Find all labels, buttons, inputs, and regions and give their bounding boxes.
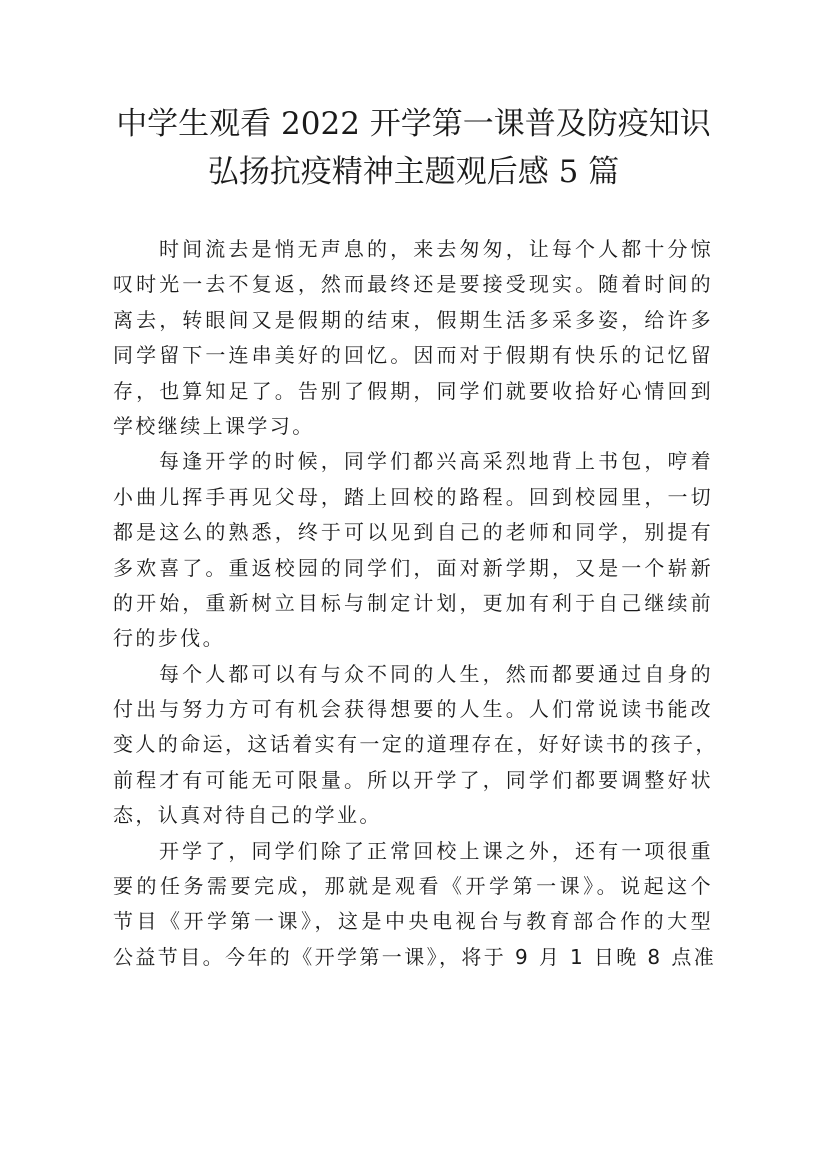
paragraph-line: 变人的命运，这话着实有一定的道理存在，好好读书的孩子， — [113, 732, 718, 757]
title-line-2: 弘扬抗疫精神主题观后感 5 篇 — [207, 154, 620, 190]
title-line-1: 中学生观看 2022 开学第一课普及防疫知识 — [116, 106, 711, 142]
paragraph-2 — [113, 444, 713, 656]
paragraph-line: 每个人都可以有与众不同的人生，然而都要通过自身的 — [159, 661, 713, 686]
paragraph-line: 要的任务需要完成，那就是观看《开学第一课》。说起这个 — [113, 874, 713, 899]
paragraph-line: 学校继续上课学习。 — [113, 413, 315, 438]
paragraph-4 — [113, 834, 717, 976]
paragraph-line: 节目《开学第一课》，这是中央电视台与教育部合作的大型 — [113, 909, 713, 934]
paragraph-line: 时间流去是悄无声息的，来去匆匆，让每个人都十分惊 — [159, 237, 713, 261]
paragraph-line: 态，认真对待自己的学业。 — [113, 803, 382, 828]
paragraph-line: 离去，转眼间又是假期的结束，假期生活多采多姿，给许多 — [113, 307, 713, 332]
paragraph-line: 都是这么的熟悉，终于可以见到自己的老师和同学，别提有 — [113, 520, 713, 545]
paragraph-1 — [113, 232, 713, 444]
paragraph-line: 开学了，同学们除了正常回校上课之外，还有一项很重 — [159, 838, 713, 863]
paragraph-3 — [113, 657, 718, 834]
paragraph-line: 前程才有可能无可限量。所以开学了，同学们都要调整好状 — [113, 767, 713, 792]
paragraph-line: 公益节目。今年的《开学第一课》，将于 9 月 1 日晚 8 点准 — [113, 944, 717, 969]
paragraph-line: 付出与努力方可有机会获得想要的人生。人们常说读书能改 — [113, 697, 713, 722]
paragraph-line: 每逢开学的时候，同学们都兴高采烈地背上书包，哼着 — [159, 449, 713, 474]
paragraph-line: 叹时光一去不复返，然而最终还是要接受现实。随着时间的 — [113, 272, 713, 297]
paragraph-line: 行的步伐。 — [113, 626, 225, 651]
document-title — [100, 100, 727, 196]
paragraph-line: 多欢喜了。重返校园的同学们，面对新学期，又是一个崭新 — [113, 555, 713, 580]
paragraph-line: 小曲儿挥手再见父母，踏上回校的路程。回到校园里，一切 — [113, 484, 713, 509]
document-body — [113, 232, 718, 975]
paragraph-line: 的开始，重新树立目标与制定计划，更加有利于自己继续前 — [113, 590, 713, 615]
paragraph-line: 存，也算知足了。告别了假期，同学们就要收拾好心情回到 — [113, 378, 713, 403]
paragraph-line: 同学留下一连串美好的回忆。因而对于假期有快乐的记忆留 — [113, 343, 713, 368]
